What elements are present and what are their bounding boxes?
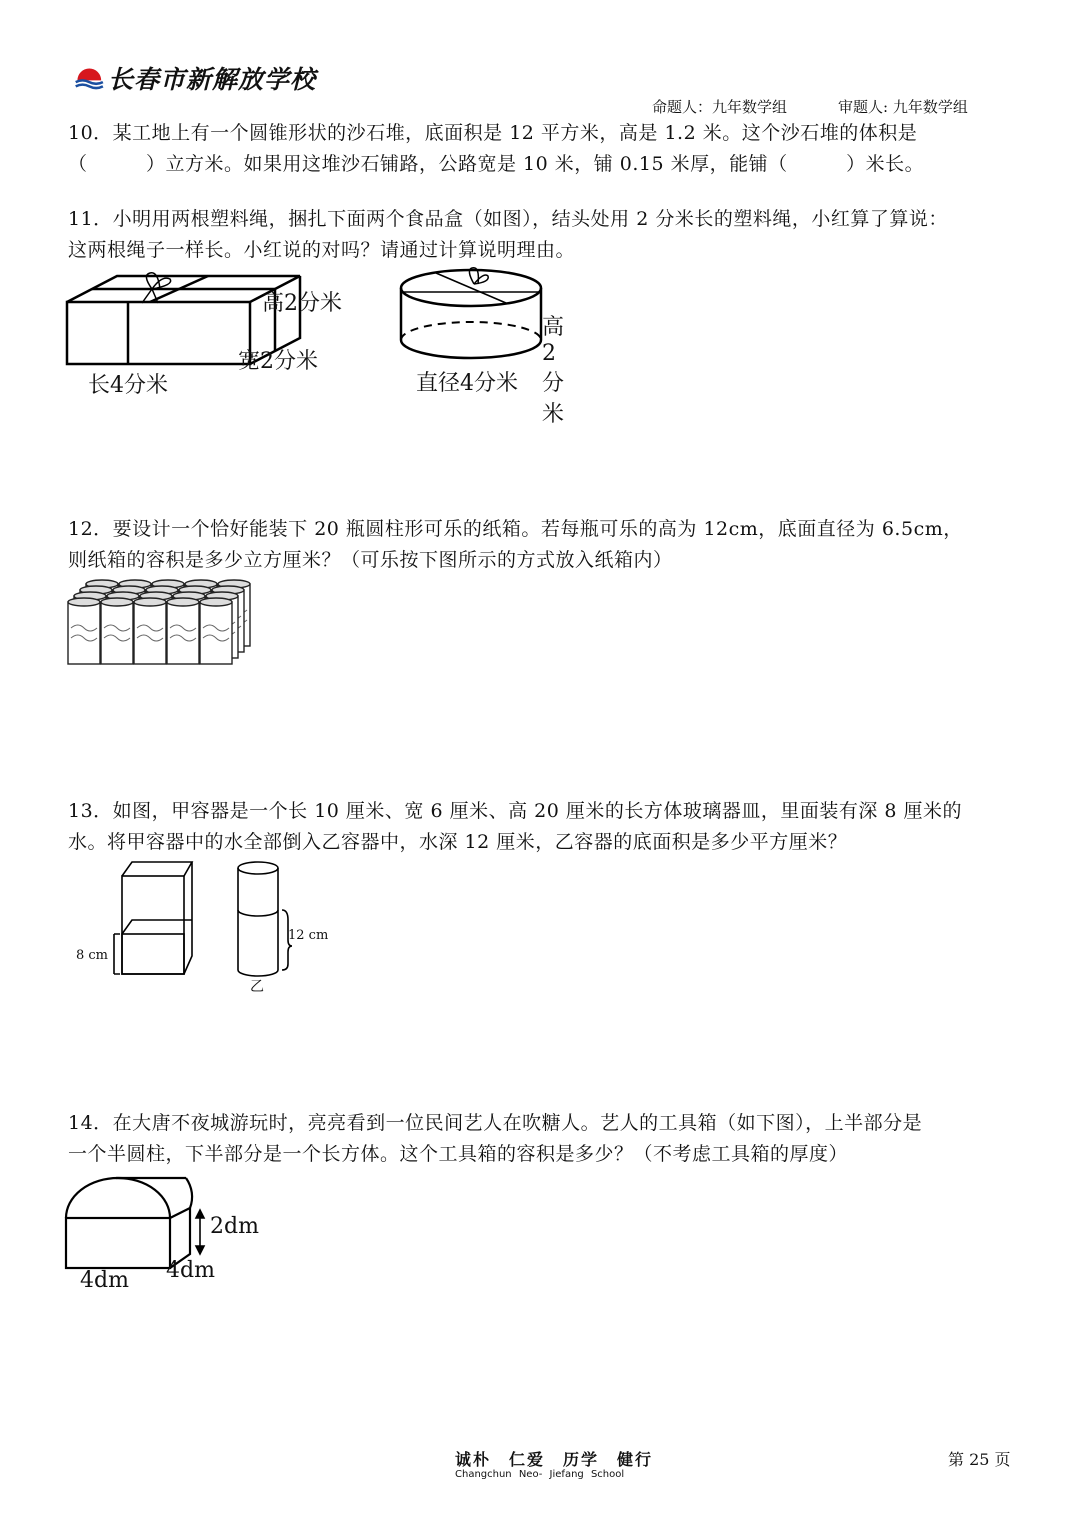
right-container-name: 乙 [250,979,264,995]
question-line: 水。将甲容器中的水全部倒入乙容器中，水深 12 厘米，乙容器的底面积是多少平方厘米？ [68,831,848,853]
page-number: 第 25 页 [948,1450,1011,1469]
can [200,598,232,664]
box-width-label: 宽2分米 [238,349,318,374]
cylinder-diameter-label: 直径4分米 [416,371,518,396]
box-height-label: 高2分米 [262,291,342,316]
question-line: 11．小明用两根塑料绳，捆扎下面两个食品盒（如图），结头处用 2 分米长的塑料绳，小红算了算说： [68,208,948,230]
cylinder-height-label: 高2分米 [542,315,565,427]
height-label: 2dm [210,1214,259,1239]
can [68,598,100,664]
reviewer-label: 审题人: 九年数学组 [838,98,968,116]
width-label: 4dm [166,1258,215,1283]
length-label: 4dm [80,1268,129,1293]
right-depth-label: 12 cm [288,928,329,943]
question-line: 则纸箱的容积是多少立方厘米？（可乐按下图所示的方式放入纸箱内） [68,549,673,571]
school-name: 长春市新解放学校 [108,65,317,94]
question-14 [68,1108,1018,1170]
q13-containers-figure [74,856,334,996]
question-10 [68,118,1018,180]
footer-motto: 诚朴 仁爱 历学 健行 [455,1450,654,1469]
question-11 [68,204,1018,266]
question-line: 这两根绳子一样长。小红说的对吗？请通过计算说明理由。 [68,239,576,261]
question-line: 10．某工地上有一个圆锥形状的沙石堆，底面积是 12 平方米，高是 1.2 米。这个沙石堆的体积是 [68,122,918,144]
question-line: （ ）立方米。如果用这堆沙石铺路，公路宽是 10 米，铺 0.15 米厚，能铺（ ）米长。 [68,153,925,175]
question-line: 14．在大唐不夜城游玩时，亮亮看到一位民间艺人在吹糖人。艺人的工具箱（如下图），上半部分是 [68,1112,923,1134]
question-13 [68,796,1018,858]
author-label: 命题人：九年数学组 [652,98,788,116]
q14-toolbox-figure [60,1172,340,1292]
question-line: 13．如图，甲容器是一个长 10 厘米、宽 6 厘米、高 20 厘米的长方体玻璃器皿，里面装有深 8 厘米的 [68,800,963,822]
can [101,598,133,664]
q11-cylinder-figure [396,262,565,427]
school-logo [74,60,108,94]
question-line: 一个半圆柱，下半部分是一个长方体。这个工具箱的容积是多少？（不考虑工具箱的厚度） [68,1143,849,1165]
q11-box-figure [60,268,360,398]
footer-english: Changchun Neo- Jiefang School [455,1469,625,1480]
q12-cans-figure [64,576,264,672]
left-depth-label: 8 cm [76,948,109,963]
box-length-label: 长4分米 [88,373,168,398]
can [134,598,166,664]
can [167,598,199,664]
question-line: 12．要设计一个恰好能装下 20 瓶圆柱形可乐的纸箱。若每瓶可乐的高为 12cm，底面直径为 6.5cm， [68,518,963,540]
question-12 [68,514,1018,576]
